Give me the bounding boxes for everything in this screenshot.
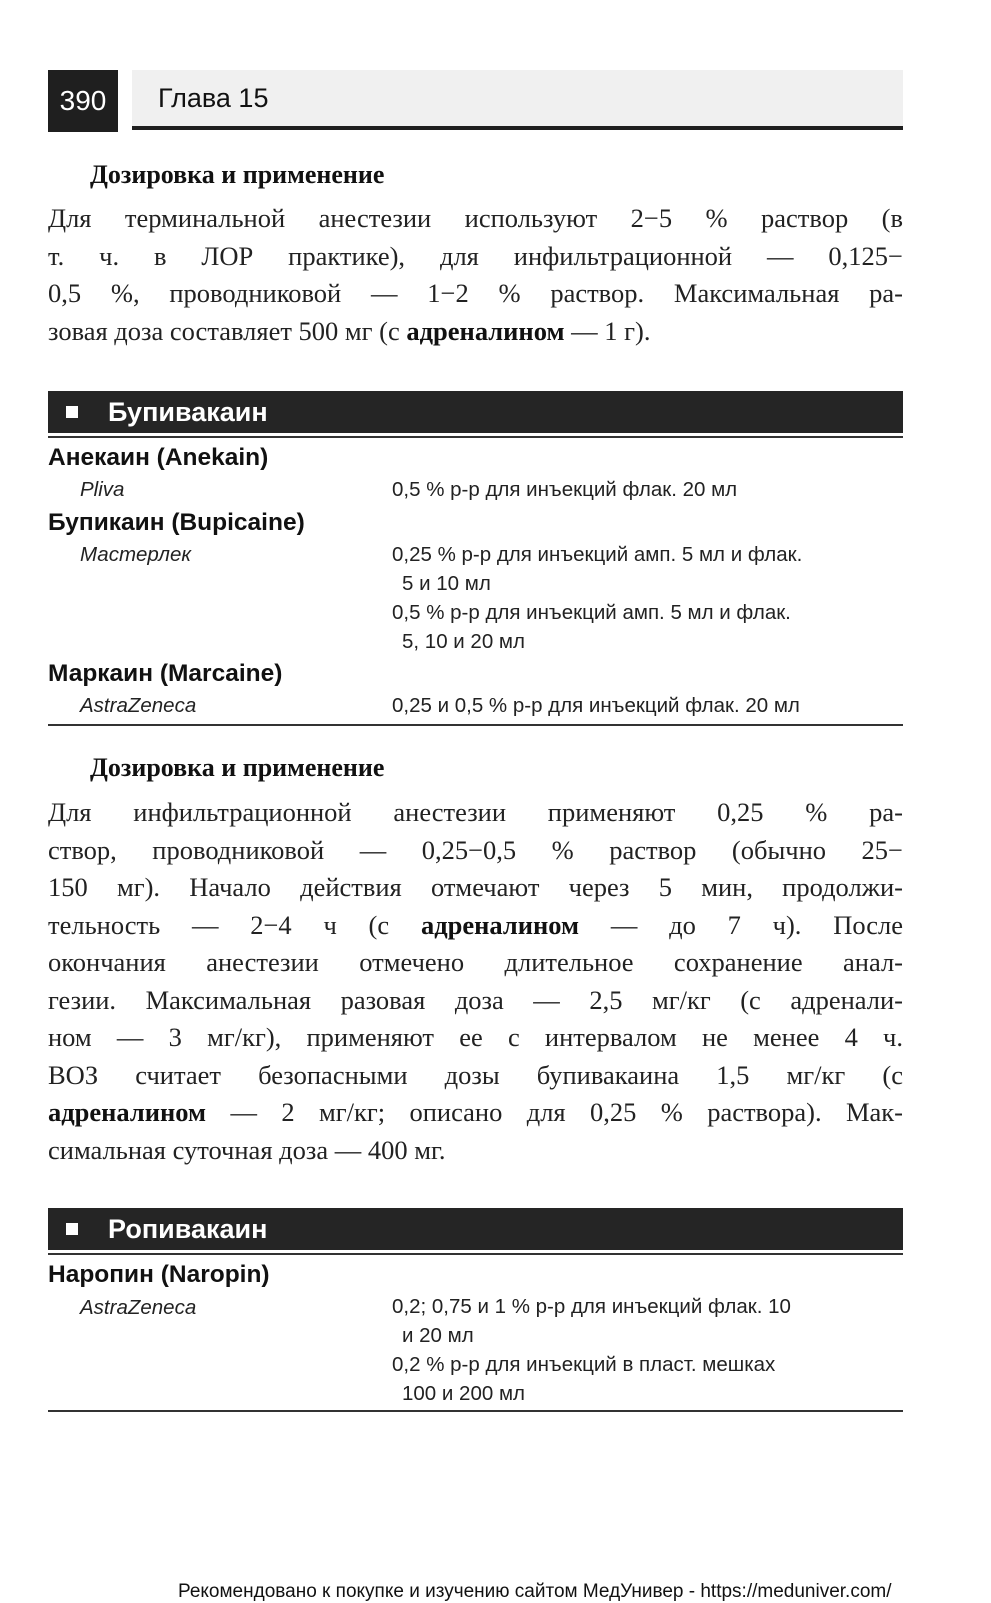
- dosage-heading-1: Дозировка и применение: [90, 160, 385, 189]
- text-line: гезии. Максимальная разовая доза — 2,5 мг/кг (с адренали-: [48, 984, 903, 1015]
- drug-name: Анекаин (Anekain): [48, 444, 269, 471]
- chapter-title: Глава 15: [158, 83, 269, 113]
- form-line: и 20 мл: [402, 1324, 474, 1347]
- dosage-paragraph-2: [48, 794, 903, 1169]
- form-line: 0,2 % р-р для инъекций в пласт. мешках: [392, 1353, 776, 1376]
- text-line: ном — 3 мг/кг), применяют ее с интервалом не менее 4 ч.: [48, 1022, 903, 1052]
- page-number: 390: [48, 70, 118, 132]
- text-line: симальная суточная доза — 400 мг.: [48, 1134, 446, 1165]
- text-line: створ, проводниковой — 0,25−0,5 % раствор (обычно 25−: [48, 834, 903, 865]
- drug-name: Бупикаин (Bupicaine): [48, 509, 305, 536]
- manufacturer: AstraZeneca: [80, 1296, 197, 1319]
- drug-forms: [392, 540, 902, 656]
- section-rule: [48, 1253, 903, 1255]
- dosage-paragraph-1: [48, 200, 903, 350]
- text-line: тельность — 2−4 ч (с адреналином — до 7 ч). После: [48, 909, 903, 940]
- text-line: ВОЗ считает безопасными дозы бупивакаина 1,5 мг/кг (с: [48, 1059, 903, 1090]
- section-bar-bupivacaine: [48, 391, 903, 433]
- section-title: Бупивакаин: [108, 397, 268, 427]
- manufacturer: Pliva: [80, 478, 125, 501]
- text-line: т. ч. в ЛОР практике), для инфильтрационной — 0,125−: [48, 240, 903, 271]
- bold-term: адреналином: [406, 315, 565, 346]
- text-line: Для терминальной анестезии используют 2−5 % раствор (в: [48, 203, 903, 233]
- bold-term: адреналином: [48, 1097, 207, 1127]
- text-line: адреналином — 2 мг/кг; описано для 0,25 % раствора). Мак-: [48, 1097, 903, 1127]
- text-line: 150 мг). Начало действия отмечают через 5 мин, продолжи-: [48, 872, 903, 902]
- form-line: 5 и 10 мл: [402, 572, 491, 595]
- square-bullet-icon: [66, 1223, 78, 1235]
- form-line: 0,25 и 0,5 % р-р для инъекций флак. 20 мл: [392, 694, 800, 717]
- page-header: [48, 70, 903, 132]
- section-rule: [48, 436, 903, 438]
- form-line: 0,5 % р-р для инъекций флак. 20 мл: [392, 478, 738, 501]
- text-line: окончания анестезии отмечено длительное сохранение анал-: [48, 947, 903, 977]
- drug-name: Маркаин (Marcaine): [48, 660, 283, 687]
- form-line: 0,5 % р-р для инъекций амп. 5 мл и флак.: [392, 601, 791, 624]
- manufacturer: AstraZeneca: [80, 694, 197, 717]
- header-rule: [132, 126, 903, 130]
- text-line: 0,5 %, проводниковой — 1−2 % раствор. Максимальная ра-: [48, 278, 903, 308]
- drug-forms: [392, 475, 902, 504]
- form-line: 0,2; 0,75 и 1 % р-р для инъекций флак. 10: [392, 1295, 791, 1318]
- manufacturer: Мастерлек: [80, 543, 192, 566]
- section-end-rule: [48, 724, 903, 726]
- text-line: зовая доза составляет 500 мг (с адреналином — 1 г).: [48, 315, 651, 346]
- footer-recommendation: Рекомендовано к покупке и изучению сайтом МедУнивер - https://meduniver.com/: [178, 1581, 892, 1602]
- bold-term: адреналином: [420, 909, 580, 940]
- section-end-rule: [48, 1410, 903, 1412]
- section-title: Ропивакаин: [108, 1214, 268, 1244]
- drug-name: Наропин (Naropin): [48, 1261, 270, 1288]
- text-line: Для инфильтрационной анестезии применяют 0,25 % ра-: [48, 797, 903, 827]
- drug-forms: [392, 1292, 902, 1408]
- form-line: 0,25 % р-р для инъекций амп. 5 мл и флак.: [392, 543, 803, 566]
- drug-forms: [392, 691, 902, 720]
- form-line: 100 и 200 мл: [402, 1382, 525, 1405]
- form-line: 5, 10 и 20 мл: [402, 630, 525, 653]
- square-bullet-icon: [66, 406, 78, 418]
- dosage-heading-2: Дозировка и применение: [90, 753, 385, 782]
- section-bar-ropivacaine: [48, 1208, 903, 1250]
